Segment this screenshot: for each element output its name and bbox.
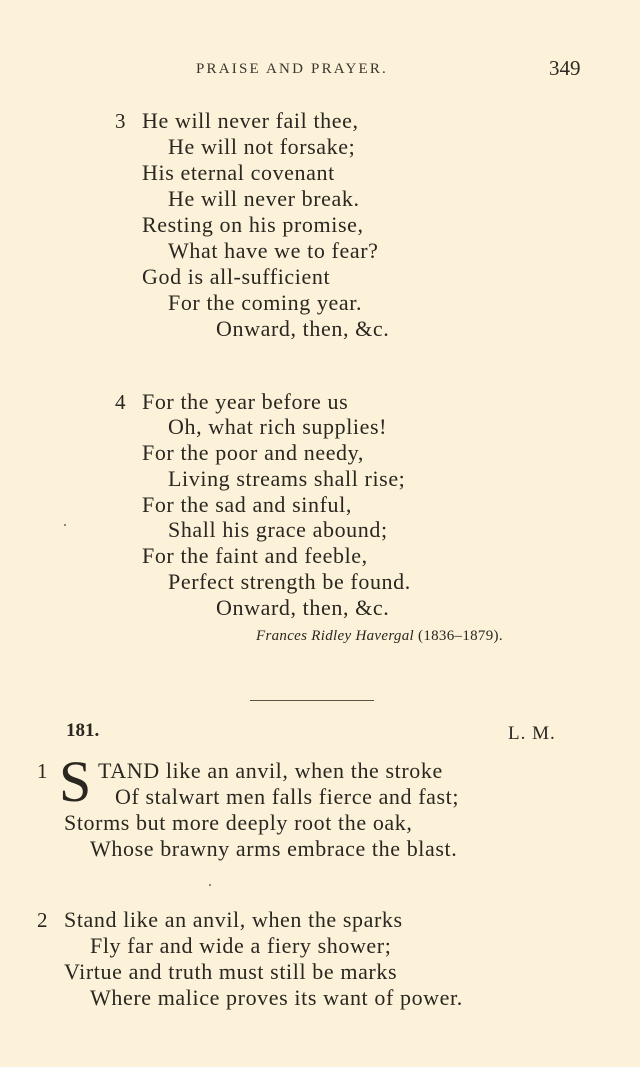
section-divider [250, 700, 374, 701]
verse-line: Shall his grace abound; [168, 517, 388, 542]
verse-line: He will never fail thee, [142, 108, 359, 133]
verse-line: Stand like an anvil, when the sparks [64, 907, 403, 932]
verse-line: For the coming year. [168, 290, 363, 315]
author-name: Frances Ridley Havergal [256, 628, 414, 644]
verse-line: Oh, what rich supplies! [168, 414, 388, 439]
author-attribution [256, 628, 503, 645]
stanza-number: 4 [115, 390, 126, 414]
verse-line: Where malice proves its want of power. [90, 985, 463, 1010]
ink-speck [209, 884, 211, 886]
refrain-line: Onward, then, &c. [216, 595, 390, 620]
verse-line: Fly far and wide a fiery shower; [90, 933, 392, 958]
verse-line: Resting on his promise, [142, 212, 364, 237]
verse-line: He will not forsake; [168, 134, 356, 159]
ink-speck [64, 524, 66, 526]
verse-line: Whose brawny arms embrace the blast. [90, 836, 458, 861]
stanza-number: 1 [37, 759, 48, 783]
verse-line: Virtue and truth must still be marks [64, 959, 398, 984]
verse-line: For the sad and sinful, [142, 492, 352, 517]
drop-cap: S [59, 749, 92, 814]
verse-line: He will never break. [168, 186, 360, 211]
running-title: PRAISE AND PRAYER. [196, 61, 389, 77]
verse-line: Of stalwart men falls fierce and fast; [115, 784, 460, 809]
verse-line: God is all-sufficient [142, 264, 331, 289]
verse-line: Perfect strength be found. [168, 569, 411, 594]
verse-line: For the poor and needy, [142, 440, 364, 465]
verse-line: Storms but more deeply root the oak, [64, 810, 413, 835]
verse-line: TAND like an anvil, when the stroke [98, 758, 443, 783]
verse-line: His eternal covenant [142, 160, 335, 185]
verse-line: For the year before us [142, 389, 349, 414]
author-dates: (1836–1879). [418, 628, 503, 644]
hymn-number: 181. [66, 720, 100, 741]
page-number: 349 [549, 56, 581, 80]
refrain-line: Onward, then, &c. [216, 316, 390, 341]
verse-line: For the faint and feeble, [142, 543, 368, 568]
stanza-number: 3 [115, 109, 126, 133]
hymn-meter: L. M. [508, 723, 556, 744]
verse-line: Living streams shall rise; [168, 466, 406, 491]
stanza-number: 2 [37, 908, 48, 932]
verse-line: What have we to fear? [168, 238, 379, 263]
